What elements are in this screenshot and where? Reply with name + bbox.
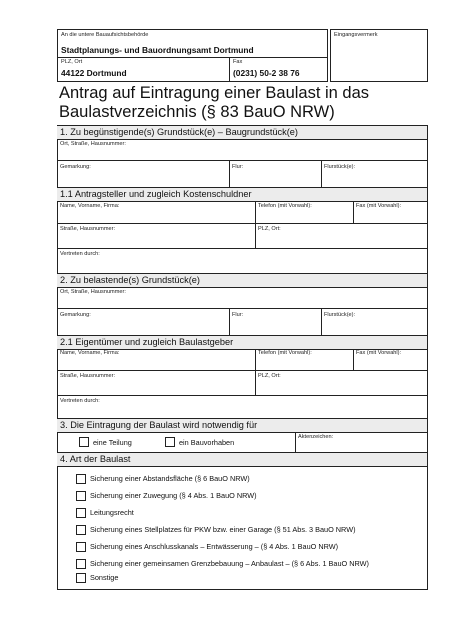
- section-2-heading: 2. Zu belastende(s) Grundstück(e): [60, 275, 200, 285]
- bauvorhaben-checkbox[interactable]: [165, 437, 175, 447]
- section-1-1-heading: 1.1 Antragsteller und zugleich Kostenschuldner: [60, 189, 252, 199]
- section-2-header: [57, 273, 427, 288]
- s21-strasse-field[interactable]: [58, 380, 254, 394]
- section-2-1-header: [57, 335, 427, 350]
- s11-vertreten-field[interactable]: [58, 258, 427, 271]
- anschlusskanal-checkbox[interactable]: [76, 542, 86, 552]
- section-3-heading: 3. Die Eintragung der Baulast wird notwendig für: [60, 420, 258, 430]
- recipient-label: An die untere Bauaufsichtsbehörde: [61, 32, 149, 38]
- s2-flur-field[interactable]: [230, 319, 320, 334]
- form-title-line1: Antrag auf Eintragung einer Baulast in das: [59, 84, 370, 102]
- stamp-label: Eingangsvermerk: [334, 32, 378, 38]
- plz-ort-value: 44122 Dortmund: [61, 68, 127, 78]
- s21-fax-field[interactable]: [354, 357, 426, 369]
- leitungsrecht-label: Leitungsrecht: [90, 508, 134, 517]
- aktenzeichen-label: Aktenzeichen:: [298, 434, 334, 440]
- s21-plz-field[interactable]: [256, 380, 426, 394]
- teilung-label: eine Teilung: [93, 438, 132, 447]
- section-3-header: [57, 418, 427, 433]
- aktenzeichen-field[interactable]: [297, 441, 426, 451]
- s2-flurstueck-label: Flurstück(e):: [324, 312, 356, 318]
- s2-gemarkung-label: Gemarkung:: [60, 312, 91, 318]
- s11-telefon-field[interactable]: [256, 210, 352, 222]
- fax-value: (0231) 50-2 38 76: [233, 68, 300, 78]
- s11-telefon-label: Telefon (mit Vorwahl):: [258, 203, 312, 209]
- section-4-header: [57, 452, 427, 467]
- s21-telefon-label: Telefon (mit Vorwahl):: [258, 350, 312, 356]
- s2-flurstueck-field[interactable]: [322, 319, 426, 334]
- s1-flurstueck-label: Flurstück(e):: [324, 164, 356, 170]
- s1-ort-field[interactable]: [58, 148, 427, 159]
- s21-telefon-field[interactable]: [256, 357, 352, 369]
- s2-flur-label: Flur:: [232, 312, 244, 318]
- anschlusskanal-label: Sicherung eines Anschlusskanals – Entwässerung – (§ 4 Abs. 1 BauO NRW): [90, 542, 339, 551]
- s1-flur-label: Flur:: [232, 164, 244, 170]
- s11-strasse-label: Straße, Hausnummer:: [60, 226, 116, 232]
- s21-name-label: Name, Vorname, Firma:: [60, 350, 120, 356]
- s1-ort-label: Ort, Straße, Hausnummer:: [60, 141, 126, 147]
- s21-fax-label: Fax (mit Vorwahl):: [356, 350, 402, 356]
- s11-name-field[interactable]: [58, 210, 254, 222]
- s2-ort-field[interactable]: [58, 296, 427, 307]
- s11-vertreten-label: Vertreten durch:: [60, 251, 100, 257]
- s11-fax-label: Fax (mit Vorwahl):: [356, 203, 402, 209]
- s21-vertreten-label: Vertreten durch:: [60, 398, 100, 404]
- teilung-checkbox[interactable]: [79, 437, 89, 447]
- office-name: Stadtplanungs- und Bauordnungsamt Dortmund: [61, 45, 254, 55]
- s21-vertreten-field[interactable]: [58, 405, 427, 417]
- section-2-1-heading: 2.1 Eigentümer und zugleich Baulastgeber: [60, 337, 234, 347]
- sonstige-checkbox[interactable]: [76, 573, 86, 583]
- s21-plz-label: PLZ, Ort:: [258, 373, 281, 379]
- plz-ort-label: PLZ, Ort: [61, 59, 83, 65]
- section-1-header: [57, 125, 427, 140]
- s2-gemarkung-field[interactable]: [58, 319, 228, 334]
- s11-strasse-field[interactable]: [58, 233, 254, 247]
- s2-ort-label: Ort, Straße, Hausnummer:: [60, 289, 126, 295]
- abstandsflaeche-label: Sicherung einer Abstandsfläche (§ 6 BauO NRW): [90, 474, 250, 483]
- bauvorhaben-label: ein Bauvorhaben: [179, 438, 235, 447]
- s1-flurstueck-field[interactable]: [322, 171, 426, 186]
- section-1-heading: 1. Zu begünstigende(s) Grundstück(e) – Baugrundstück(e): [60, 127, 298, 137]
- zuwegung-checkbox[interactable]: [76, 491, 86, 501]
- s11-plz-field[interactable]: [256, 233, 426, 247]
- stellplatz-label: Sicherung eines Stellplatzes für PKW bzw. einer Garage (§ 51 Abs. 3 BauO NRW): [90, 525, 356, 534]
- s1-flur-field[interactable]: [230, 171, 320, 186]
- leitungsrecht-checkbox[interactable]: [76, 508, 86, 518]
- fax-label: Fax: [233, 59, 243, 65]
- zuwegung-label: Sicherung einer Zuwegung (§ 4 Abs. 1 BauO NRW): [90, 491, 257, 500]
- s11-plz-label: PLZ, Ort:: [258, 226, 281, 232]
- s1-gemarkung-field[interactable]: [58, 171, 228, 186]
- grenzbebauung-checkbox[interactable]: [76, 559, 86, 569]
- grenzbebauung-label: Sicherung einer gemeinsamen Grenzbebauung – Anbaulast – (§ 6 Abs. 1 BauO NRW): [90, 559, 369, 568]
- s11-fax-field[interactable]: [354, 210, 426, 222]
- form-title-line2: Baulastverzeichnis (§ 83 BauO NRW): [59, 103, 335, 121]
- s21-name-field[interactable]: [58, 357, 254, 369]
- section-4-heading: 4. Art der Baulast: [60, 454, 131, 464]
- section-1-1-header: [57, 187, 427, 202]
- abstandsflaeche-checkbox[interactable]: [76, 474, 86, 484]
- s11-name-label: Name, Vorname, Firma:: [60, 203, 120, 209]
- sonstige-label: Sonstige: [90, 573, 119, 582]
- s21-strasse-label: Straße, Hausnummer:: [60, 373, 116, 379]
- s1-gemarkung-label: Gemarkung:: [60, 164, 91, 170]
- stellplatz-checkbox[interactable]: [76, 525, 86, 535]
